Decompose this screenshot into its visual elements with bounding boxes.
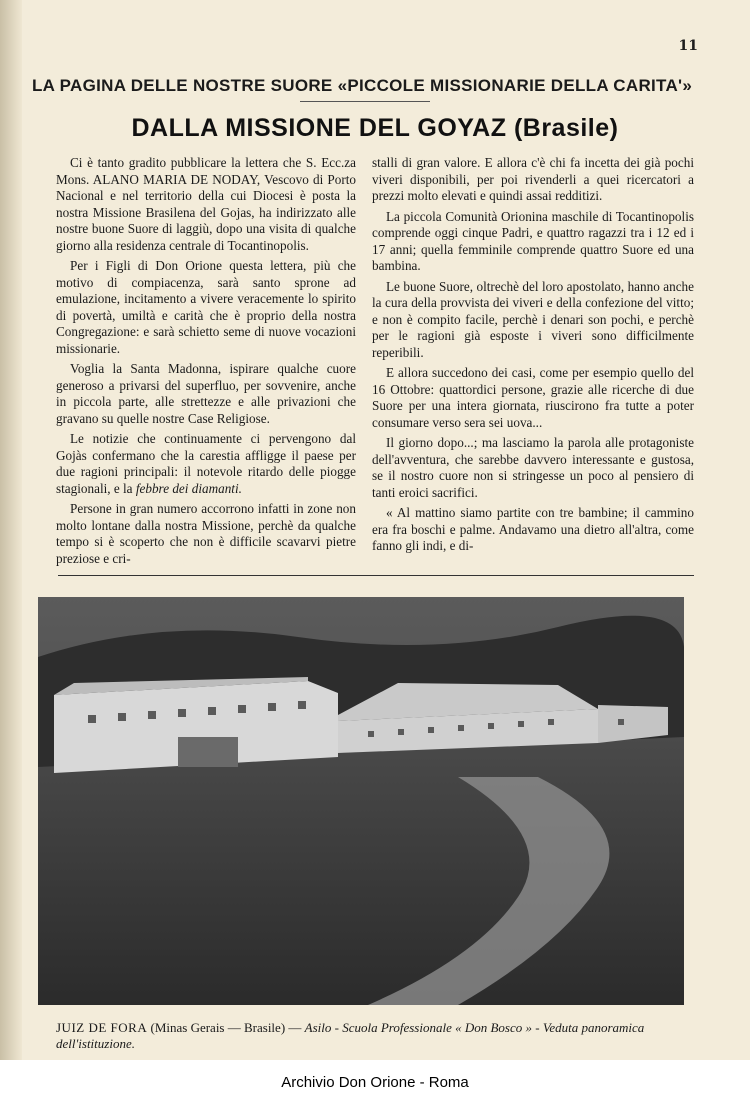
paragraph: Il giorno dopo...; ma lasciamo la parola alle protagoniste dell'avventura, che sarebbe davvero interessante e gustosa, se il nostro cuore non si stringesse un poco al pensiero di tanti eroici sacrifici.	[372, 435, 694, 500]
archive-footer: Archivio Don Orione - Roma	[281, 1074, 469, 1091]
article-right-column	[372, 155, 694, 559]
paragraph: Per i Figli di Don Orione questa lettera, più che motivo di compiacenza, sarà santo sprone ad emulazione, incitamento a vivere veracemente lo spirito di povertà, umiltà e carità che è proprio della nostra Congregazione: e sarà schietto seme di nuove vocazioni missionarie.	[56, 258, 356, 356]
paragraph: Voglia la Santa Madonna, ispirare qualche cuore generoso a privarsi del superfluo, per sovvenire, anche in piccola parte, alle strettezze e alle privazioni che gravano su quelle nostre Case Religiose.	[56, 361, 356, 426]
caption-region: (Minas Gerais — Brasile) —	[150, 1020, 302, 1035]
caption-place: JUIZ DE FORA	[56, 1020, 148, 1035]
paragraph-text: Le notizie che continuamente ci pervengono dal Gojàs confermano che la carestia affligge il paese per due ragioni principali: il notevole ritardo delle piogge stagionali, e la	[56, 431, 356, 496]
page-number: 11	[678, 38, 698, 54]
paragraph: Persone in gran numero accorrono infatti in zone non molto lontane dalla nostra Missione, perchè da qualche tempo si è scoperto che non è difficile scavarvi pietre preziose e cri-	[56, 501, 356, 566]
paragraph: « Al mattino siamo partite con tre bambine; il cammino era fra boschi e palme. Andavamo una dietro all'altra, come fanno gli indi, e di-	[372, 505, 694, 553]
article-left-column	[56, 155, 356, 571]
photo-caption	[56, 1020, 696, 1052]
institution-photo	[38, 597, 684, 1005]
article-title: DALLA MISSIONE DEL GOYAZ (Brasile)	[131, 114, 619, 142]
paragraph: La piccola Comunità Orionina maschile di Tocantinopolis comprende oggi cinque Padri, e quattro ragazzi tra i 12 ed i 17 anni; quella femminile comprende quattro Suore ed una bambina.	[372, 208, 694, 273]
paragraph: stalli di gran valore. E allora c'è chi fa incetta dei già pochi viveri disponibili, per poi rivenderli a quei ricercatori a prezzi molto elevati e quindi assai redditizi.	[372, 155, 694, 203]
main-building	[54, 677, 338, 773]
paragraph-with-italic	[56, 431, 356, 497]
caption-description: Asilo - Scuola Professionale « Don Bosco » - Veduta panoramica dell'istituzione.	[56, 1020, 645, 1051]
italic-phrase: febbre dei diamanti.	[135, 480, 242, 496]
column-divider	[58, 575, 694, 576]
paragraph: Ci è tanto gradito pubblicare la lettera che S. Ecc.za Mons. ALANO MARIA DE NODAY, Vescovo di Porto Nacional e nel territorio della cui Diocesi è posta la nostra Missione Brasilena del Gojas, ha indirizzato alle nostre buone Suore di laggiù, dopo una visita di qualche giorno alla residenza centrale di Tocantinopolis.	[56, 155, 356, 253]
paragraph: Le buone Suore, oltrechè del loro apostolato, hanno anche la cura della provvista dei viveri e della confezione del vitto; e non è compito facile, perchè i denari son pochi, e perchè per le ragioni già esposte i viveri sono difficilmente reperibili.	[372, 278, 694, 360]
section-title: LA PAGINA DELLE NOSTRE SUORE «PICCOLE MISSIONARIE DELLA CARITA'»	[32, 76, 693, 95]
panoramic-photo-illustration	[38, 597, 684, 1005]
paragraph: E allora succedono dei casi, come per esempio quello del 16 Ottobre: quattordici persone, grazie alle ricerche di due Suore per una intera giornata, riuscirono fra tutte a poter consumare verso sera sei uova...	[372, 365, 694, 430]
header-divider	[300, 101, 430, 102]
